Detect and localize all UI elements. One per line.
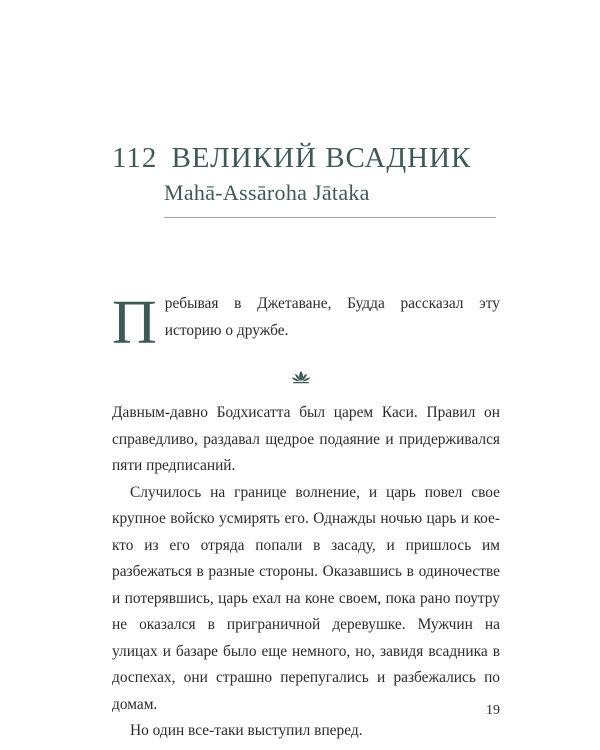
paragraph-3: Но один все-таки выступил вперед. <box>130 722 363 739</box>
lotus-icon <box>290 370 312 384</box>
drop-cap: П <box>112 289 157 357</box>
paragraph-1: Давным-давно Бодхисатта был царем Каси. Правил он справедливо, раздавал щедрое подаяние и придерживался пяти предписаний. <box>112 404 500 474</box>
body-text <box>112 400 500 745</box>
heading-rule <box>164 217 496 218</box>
lotus-icon-graphic <box>290 370 312 384</box>
chapter-title: ВЕЛИКИЙ ВСАДНИК <box>171 142 472 174</box>
chapter-heading <box>112 140 502 206</box>
chapter-number: 112 <box>112 142 158 174</box>
chapter-subtitle: Mahā-Assāroha Jātaka <box>164 179 370 205</box>
intro-paragraph <box>112 289 500 357</box>
page-number: 19 <box>486 703 500 718</box>
chapter-title-line <box>112 140 502 178</box>
paragraph-2: Случилось на границе волнение, и царь повел свое крупное войско усмирять его. Однажды ночью царь и кое-кто из его отряда попали в засаду, и пришлось им разбежаться в разные стороны. Оказавшись в одиночестве и потерявшись, царь ехал на коне своем, пока рано поутру не оказался в приграничной деревушке. Мужчин на улицах и базаре было еще немного, но, завидя всадника в доспехах, они страшно перепугались и разбежались по домам. <box>112 483 500 713</box>
intro-text: ребывая в Джетаване, Будда рассказал эту историю о дружбе. <box>164 295 500 339</box>
